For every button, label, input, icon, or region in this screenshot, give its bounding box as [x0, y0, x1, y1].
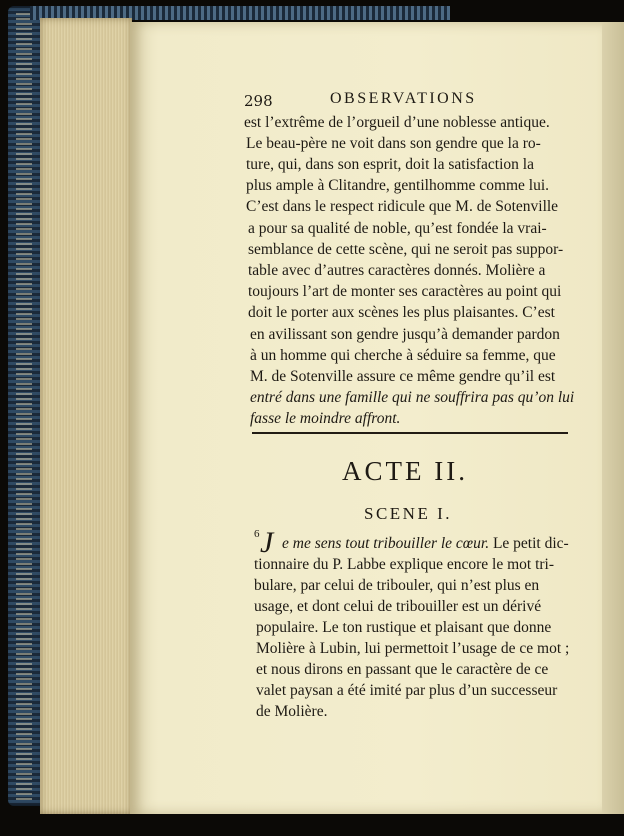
- body-line: Le beau-père ne voit dans son gendre que la ro-: [246, 135, 541, 152]
- body-line-italic: fasse le moindre affront.: [250, 410, 401, 427]
- body-line: doit le porter aux scènes les plus plaisantes. C’est: [248, 304, 555, 321]
- footnote-line: valet paysan a été imité par plus d’un successeur: [256, 682, 558, 699]
- body-line: a pour sa qualité de noble, qu’est fondée la vrai-: [248, 220, 547, 237]
- body-line: table avec d’autres caractères donnés. Molière a: [248, 262, 546, 279]
- footnote-first-line-rest: Le petit dic-: [489, 535, 569, 552]
- act-title: ACTE II.: [342, 456, 468, 486]
- footnote-line: populaire. Le ton rustique et plaisant que donne: [256, 619, 552, 636]
- footnote-line: Molière à Lubin, lui permettoit l’usage de ce mot ;: [256, 640, 570, 657]
- footnote-line: bulare, par celui de tribouler, qui n’est plus en: [254, 577, 540, 594]
- footnote-first-line: [282, 535, 569, 553]
- section-divider-rule: [252, 432, 568, 434]
- body-line: plus ample à Clitandre, gentilhomme comme lui.: [246, 177, 550, 194]
- body-line: C’est dans le respect ridicule que M. de Sotenville: [246, 198, 559, 215]
- footnote-line: tionnaire du P. Labbe explique encore le mot tri-: [254, 556, 555, 573]
- running-head: OBSERVATIONS: [330, 90, 477, 107]
- scene-title: SCENE I.: [364, 504, 452, 523]
- footnote-number: 6: [254, 528, 260, 540]
- body-line: toujours l’art de monter ses caractères au point qui: [248, 283, 562, 300]
- footnote-quote: e me sens tout tribouiller le cœur.: [282, 535, 490, 552]
- body-line: est l’extrême de l’orgueil d’une noblesse antique.: [244, 114, 550, 131]
- footnote-line: de Molière.: [256, 703, 328, 720]
- body-line-italic: entré dans une famille qui ne souffrira pas qu’on lui: [250, 389, 575, 406]
- page-header: [244, 90, 574, 112]
- body-line: ture, qui, dans son esprit, doit la satisfaction la: [246, 156, 534, 173]
- body-line: en avilissant son gendre jusqu’à demander pardon: [250, 326, 560, 343]
- facing-page-edge: [600, 22, 624, 814]
- body-line: M. de Sotenville assure ce même gendre qu’il est: [250, 368, 556, 385]
- footnote-line: usage, et dont celui de tribouiller est un dérivé: [254, 598, 542, 615]
- body-line: à un homme qui cherche à séduire sa femme, que: [250, 347, 556, 364]
- body-line: semblance de cette scène, qui ne seroit pas suppor-: [248, 241, 564, 258]
- page-stack-fore-edge: [40, 18, 132, 814]
- footnote-line: et nous dirons en passant que le caractère de ce: [256, 661, 549, 678]
- footnote-dropcap: J: [260, 526, 274, 559]
- page-number: 298: [244, 92, 273, 110]
